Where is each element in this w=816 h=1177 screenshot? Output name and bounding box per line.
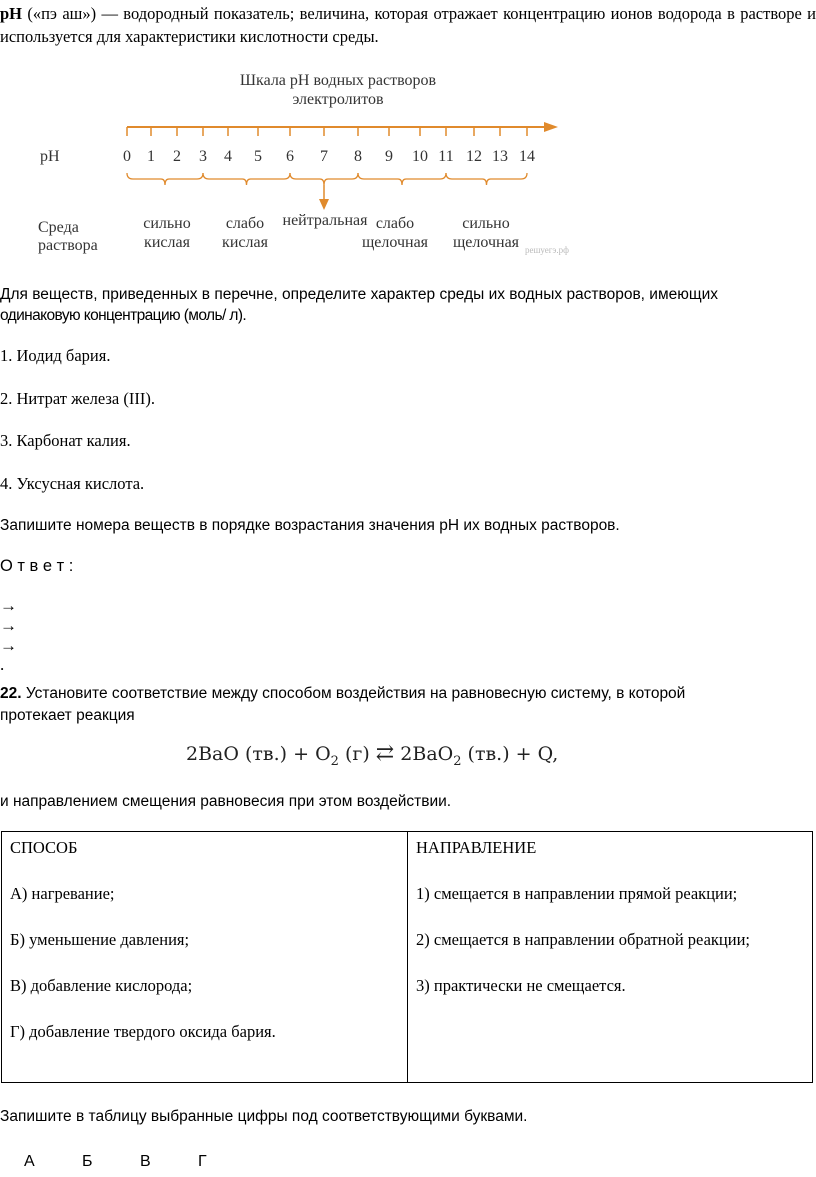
env-label-1: Среда xyxy=(38,219,79,236)
reaction-equation: 2BaO $(тв.) + O_2$ (г) ⇄ 2BaO$_2$ (тв.) + Q, xyxy=(186,741,559,769)
range-label-1: сильно xyxy=(143,215,191,232)
arrow-2: → xyxy=(0,616,17,635)
range-label-1: слабо xyxy=(225,215,265,232)
equilibrium-arrow-icon: ⇄ xyxy=(375,741,395,766)
answer-label: О т в е т : xyxy=(0,557,74,575)
tick-label: 9 xyxy=(385,148,393,165)
neutral-arrow-icon xyxy=(319,199,329,210)
diagram-title-2: электролитов xyxy=(292,91,384,108)
range-label-2: кислая xyxy=(144,234,190,251)
env-label-2: раствора xyxy=(38,237,98,254)
arrow-3: → xyxy=(0,636,17,655)
direction-3: 3) практически не смещается. xyxy=(416,976,626,995)
tick-label: 7 xyxy=(320,148,328,165)
item-2: 2. Нитрат железа (III). xyxy=(0,389,155,408)
tick-label: 3 xyxy=(199,148,207,165)
task21-text xyxy=(0,284,718,326)
ph-term: pH xyxy=(0,4,23,23)
item-3: 3. Карбонат калия. xyxy=(0,431,131,450)
item-4: 4. Уксусная кислота. xyxy=(0,474,145,493)
tick-label: 8 xyxy=(354,148,362,165)
range-label-1: сильно xyxy=(462,215,510,232)
tick-label: 4 xyxy=(224,148,232,165)
dot: . xyxy=(0,655,5,674)
tick-label: 10 xyxy=(412,148,428,165)
tick-label: 12 xyxy=(466,148,482,165)
task22-text xyxy=(0,683,685,727)
letter-v: В xyxy=(140,1153,151,1170)
letter-b: Б xyxy=(82,1153,93,1170)
task21-line2: одинаковую концентрацию (моль/ л). xyxy=(0,307,247,324)
diagram-title-1: Шкала pH водных растворов xyxy=(239,72,437,89)
axis-arrow-icon xyxy=(544,122,558,132)
range-brace xyxy=(358,173,446,185)
range-brace xyxy=(127,173,203,185)
answer-arrows xyxy=(0,596,17,674)
task22-line1: Установите соответствие между способом воздействия на равновесную систему, в которой xyxy=(21,685,686,702)
range-label-1: слабо xyxy=(375,215,415,232)
tick-label: 2 xyxy=(173,148,181,165)
method-a: А) нагревание; xyxy=(10,884,115,903)
direction-2: 2) смещается в направлении обратной реакции; xyxy=(416,930,750,949)
tick-label: 13 xyxy=(492,148,508,165)
letter-g: Г xyxy=(198,1153,207,1170)
method-header: СПОСОБ xyxy=(10,838,78,857)
range-brace xyxy=(446,173,527,185)
range-brace xyxy=(203,173,290,185)
method-g: Г) добавление твердого оксида бария. xyxy=(10,1022,276,1041)
ph-label: pH xyxy=(40,148,60,165)
range-label-2: кислая xyxy=(222,234,268,251)
range-brace xyxy=(290,173,358,185)
range-label-2: щелочная xyxy=(452,234,520,251)
task22-line3: и направлением смещения равновесия при этом воздействии. xyxy=(0,793,452,810)
instruction: Запишите номера веществ в порядке возрастания значения pH их водных растворов. xyxy=(0,517,620,534)
range-label-1: нейтральная xyxy=(282,212,368,229)
direction-column xyxy=(408,832,758,1082)
ph-scale-diagram xyxy=(0,60,580,260)
watermark: решуегэ.рф xyxy=(525,245,569,255)
range-label-2: щелочная xyxy=(361,234,429,251)
intro-paragraph xyxy=(0,2,816,48)
direction-1: 1) смещается в направлении прямой реакции; xyxy=(416,884,738,903)
tick-label: 0 xyxy=(123,148,131,165)
task22-line2: протекает реакция xyxy=(0,707,135,724)
intro-text: («пэ аш») — водородный показатель; величина, которая отражает концентрацию ионов водорода в растворе и используется для характеристики кислотности среды. xyxy=(0,4,816,46)
tick-label: 6 xyxy=(286,148,294,165)
letter-a: А xyxy=(24,1153,35,1170)
tick-label: 11 xyxy=(438,148,454,165)
task21-line1: Для веществ, приведенных в перечне, определите характер среды их водных растворов, имеющих xyxy=(0,286,719,303)
matching-table xyxy=(1,831,813,1083)
tick-label: 14 xyxy=(519,148,535,165)
arrow-1: → xyxy=(0,596,17,615)
direction-header: НАПРАВЛЕНИЕ xyxy=(416,838,537,857)
method-column xyxy=(2,832,408,1082)
task-number: 22. xyxy=(0,685,22,702)
footer-instruction: Запишите в таблицу выбранные цифры под соответствующими буквами. xyxy=(0,1108,528,1125)
item-1: 1. Иодид бария. xyxy=(0,346,111,365)
method-b: Б) уменьшение давления; xyxy=(10,930,190,949)
method-v: В) добавление кислорода; xyxy=(10,976,193,995)
tick-label: 5 xyxy=(254,148,262,165)
tick-label: 1 xyxy=(147,148,155,165)
